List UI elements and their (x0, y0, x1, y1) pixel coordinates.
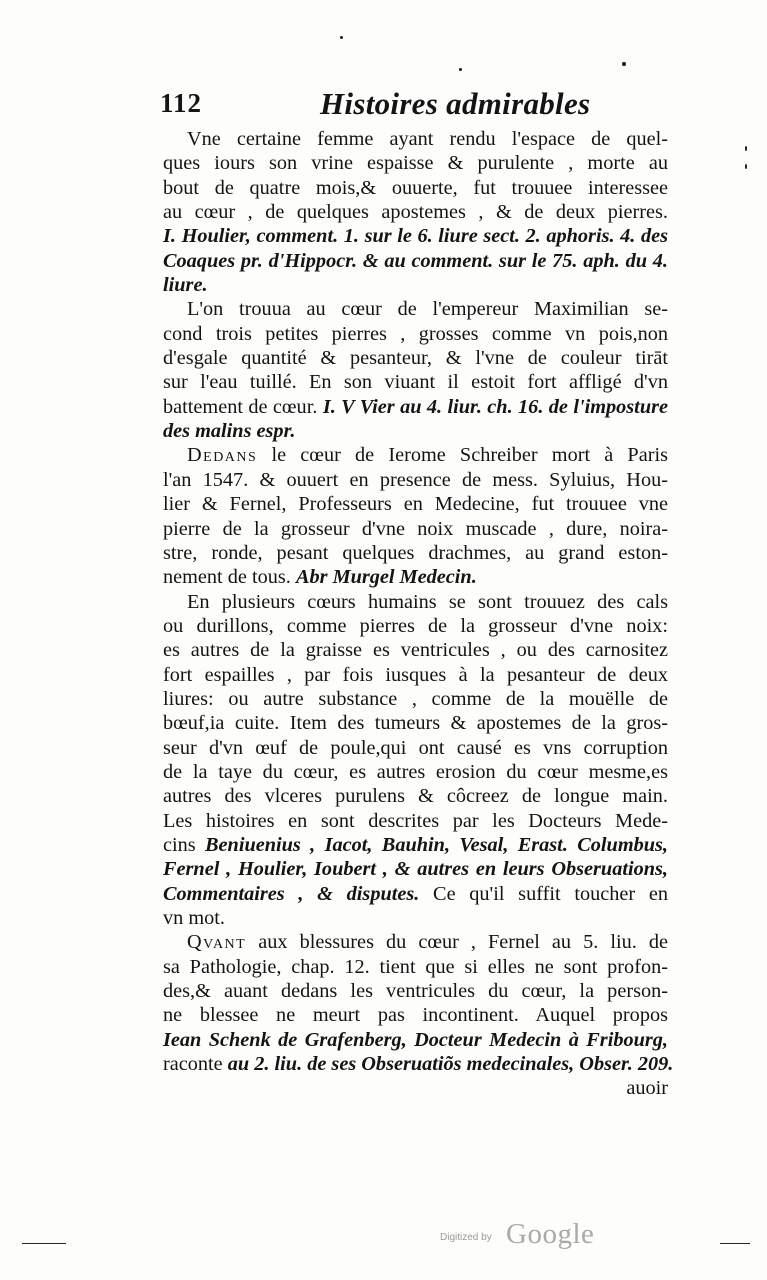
text-run: bœuf,ia cuite. Item des tumeurs & apostemes de la gros- (163, 712, 668, 735)
text-run: Vne certaine femme ayant rendu l'espace de quel- (187, 128, 668, 150)
text-line (163, 224, 668, 248)
text-run: vn mot. (163, 907, 225, 929)
text-line (163, 857, 668, 881)
text-run: le cœur de Ierome Schreiber mort à Paris (257, 444, 668, 467)
small-caps-opening: Qvant (187, 931, 247, 954)
citation-italic: I. Houlier, comment. 1. sur le 6. liure sect. 2. aphoris. 4. des (163, 225, 668, 248)
citation-italic: I. V Vier au 4. liur. ch. 16. de l'imposture (322, 395, 668, 418)
paragraph (163, 590, 668, 931)
citation-italic: au 2. liu. de ses Obseruatiõs medecinales, Obser. 209. (227, 1053, 674, 1076)
text-line (163, 297, 668, 321)
text-line (163, 517, 668, 541)
page-number: 112 (160, 88, 203, 118)
text-run: au cœur , de quelques apostemes , & de deux pierres. (163, 201, 668, 224)
text-line (163, 1028, 668, 1052)
text-run: d'esgale quantité & pesanteur, & l'vne de couleur tirāt (163, 347, 668, 370)
text-run: Ce qu'il suffit toucher en (419, 882, 668, 905)
text-line (163, 711, 668, 735)
text-line (163, 151, 668, 175)
text-run: autres des vlceres purulens & côcreez de longue main. (163, 785, 668, 808)
citation-italic: Iean Schenk de Grafenberg, Docteur Medecin à Fribourg, (163, 1028, 668, 1051)
text-run: L'on trouua au cœur de l'empereur Maximilian se- (187, 298, 668, 321)
text-line (163, 784, 668, 808)
ink-speck (340, 36, 343, 39)
text-line (163, 590, 668, 614)
text-line (163, 370, 668, 394)
text-run: es autres de la graisse es ventricules , ou des carnositez (163, 639, 668, 662)
text-line (163, 687, 668, 711)
text-line (163, 127, 668, 151)
body-text (163, 127, 674, 1101)
text-line (163, 614, 668, 638)
scan-edge-mark (22, 1243, 66, 1244)
text-line (163, 346, 668, 370)
text-line (163, 663, 668, 687)
text-line (163, 565, 668, 589)
text-line (163, 1052, 674, 1076)
citation-italic: Abr Murgel Medecin. (295, 566, 477, 589)
small-caps-opening: Dedans (187, 444, 258, 467)
text-run: l'an 1547. & ouuert en presence de mess. Syluius, Hou- (163, 468, 668, 491)
text-run: stre, ronde, pesant quelques drachmes, au grand eston- (163, 541, 668, 564)
text-line (163, 882, 668, 906)
digitization-watermark (440, 1218, 610, 1258)
text-run: cond trois petites pierres , grosses comme vn pois,non (163, 322, 668, 345)
text-run: raconte (163, 1053, 228, 1076)
text-line (163, 176, 668, 200)
catchword: auoir (626, 1077, 668, 1100)
text-line (163, 249, 668, 273)
text-line (163, 809, 668, 833)
scan-edge-mark (720, 1243, 750, 1244)
text-run: lier & Fernel, Professeurs en Medecine, fut trouuee vne (163, 493, 668, 516)
text-line (163, 419, 668, 443)
text-run: bout de quatre mois,& ouuerte, fut trouuee interessee (163, 176, 668, 199)
text-run: nement de tous. (163, 566, 296, 589)
ink-speck (745, 164, 747, 169)
paragraph (163, 297, 668, 443)
text-line (163, 492, 668, 516)
text-line (163, 760, 668, 784)
text-line (163, 906, 668, 930)
text-run: liures: ou autre substance , comme de la mouëlle de (163, 687, 668, 710)
text-run: seur d'vn œuf de poule,qui ont causé es vns corruption (163, 736, 668, 759)
text-line (163, 541, 668, 565)
text-line (163, 930, 668, 954)
text-run: ques iours son vrine espaisse & purulente , morte au (163, 152, 668, 175)
citation-italic: liure. (163, 274, 208, 297)
running-head: Histoires admirables (320, 86, 591, 121)
ink-speck (745, 146, 747, 151)
text-run: sa Pathologie, chap. 12. tient que si elles ne sont profon- (163, 955, 668, 978)
page-header (160, 88, 670, 128)
text-line (163, 833, 668, 857)
text-run: ou durillons, comme pierres de la grosseur d'vne noix: (163, 614, 668, 637)
text-run: fort espailles , par fois iusques à la pesanteur de deux (163, 663, 668, 686)
text-run: cins (163, 833, 206, 856)
text-run: de la taye du cœur, es autres erosion du cœur mesme,es (163, 760, 668, 783)
text-run: Les histoires en sont descrites par les Docteurs Mede- (163, 809, 668, 832)
paragraph (163, 930, 674, 1076)
text-line (163, 273, 668, 297)
google-logo: Google (506, 1218, 595, 1250)
citation-italic: des malins espr. (163, 420, 296, 443)
text-run: ne blessee ne meurt pas incontinent. Auquel propos (163, 1004, 668, 1027)
text-line (163, 736, 668, 760)
paragraph (163, 443, 668, 589)
text-line (163, 200, 668, 224)
text-run: En plusieurs cœurs humains se sont trouuez des cals (187, 590, 668, 613)
text-run: battement de cœur. (163, 395, 323, 418)
text-line (163, 955, 668, 979)
text-line (163, 395, 668, 419)
text-run: pierre de la grosseur d'vne noix muscade , dure, noira- (163, 517, 668, 540)
ink-speck (459, 68, 462, 71)
paragraph (163, 127, 668, 297)
text-line (163, 443, 668, 467)
text-line (163, 638, 668, 662)
text-run: des,& auant dedans les ventricules du cœur, la person- (163, 980, 668, 1003)
text-line (163, 979, 668, 1003)
citation-italic: Coaques pr. d'Hippocr. & au comment. sur le 75. aph. du 4. (163, 249, 668, 272)
citation-italic: Commentaires , & disputes. (163, 882, 420, 905)
text-line (163, 1003, 668, 1027)
ink-speck (622, 62, 626, 66)
text-run: sur l'eau tuillé. En son viuant il estoit fort affligé d'vn (163, 371, 668, 394)
citation-italic: Beniuenius , Iacot, Bauhin, Vesal, Erast. Columbus, (205, 833, 668, 856)
text-run: aux blessures du cœur , Fernel au 5. liu. de (246, 931, 668, 954)
watermark-caption: Digitized by (440, 1232, 492, 1243)
text-line (163, 468, 668, 492)
citation-italic: Fernel , Houlier, Ioubert , & autres en leurs Obseruations, (163, 858, 668, 881)
text-line (163, 322, 668, 346)
